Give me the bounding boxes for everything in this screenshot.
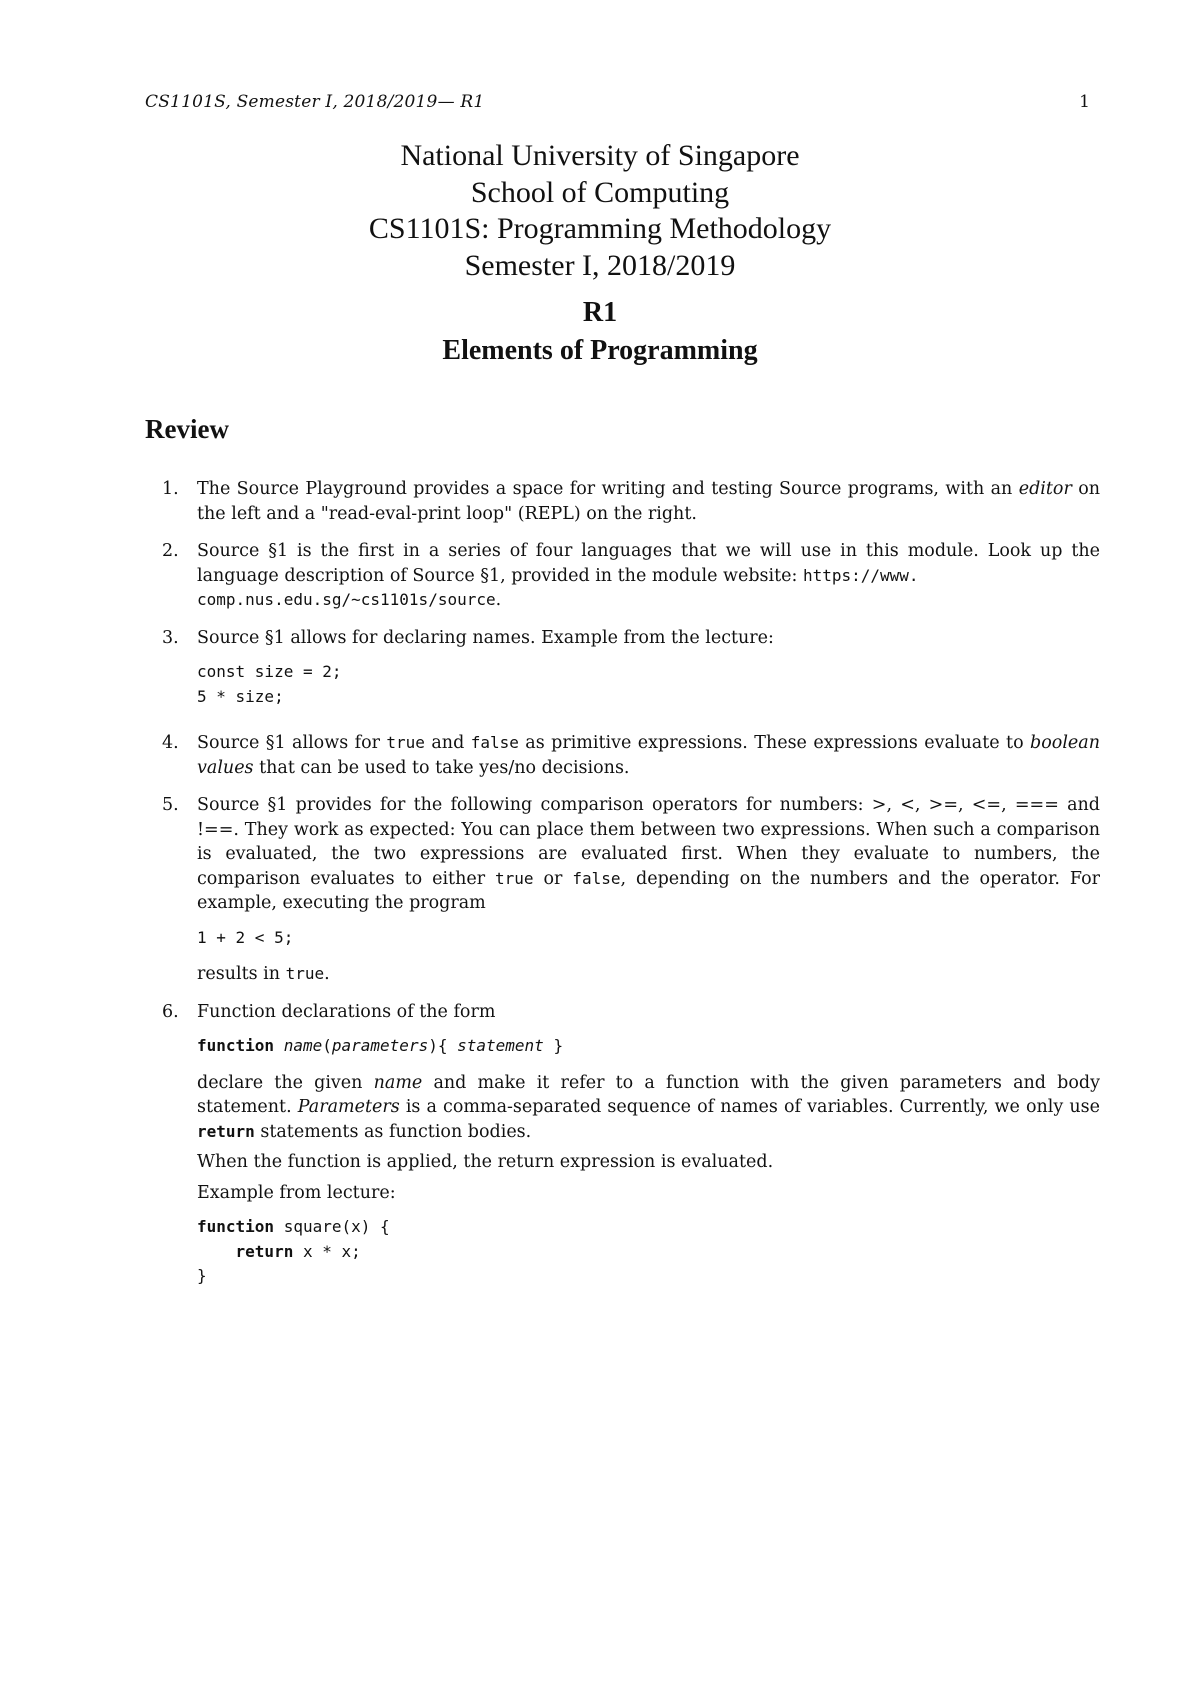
section-heading: Review (145, 414, 229, 444)
list-item (145, 626, 1100, 710)
module-website-link[interactable]: https://www. (802, 565, 919, 585)
item-number: 1. (162, 479, 179, 499)
text-run: . (324, 964, 330, 984)
item-number: 6. (162, 1001, 179, 1022)
item-text (197, 962, 1100, 987)
text-run: as primitive expressions. These expressions evaluate to (518, 733, 1031, 753)
keyword: function (197, 1217, 275, 1236)
emphasis-text: Parameters (297, 1097, 400, 1117)
text-run: Source §1 is the first in a series of four languages that we will use in this module. Look up the language description of Source §1, provided in the module website: (197, 541, 1100, 586)
code-text: ){ (428, 1036, 458, 1055)
list-item (145, 1000, 1100, 1289)
keyword: return (235, 1241, 294, 1261)
item-text (197, 1071, 1100, 1145)
item-number: 4. (162, 733, 179, 753)
text-run: , depending on the numbers and the operator. For example, executing the program (197, 868, 1100, 913)
text-run: The Source Playground provides a space for writing and testing Source programs, with an (197, 479, 1019, 499)
text-run: is a comma-separated sequence of names of variables. Currently, we only use (399, 1097, 1101, 1117)
code-line (197, 1215, 1100, 1240)
text-run: results in (197, 964, 286, 984)
text-run: Source §1 allows for (197, 733, 387, 753)
code-block (197, 1215, 1100, 1289)
keyword: function (197, 1036, 275, 1055)
text-run: statements as function bodies. (254, 1121, 532, 1142)
text-run: Source §1 provides for the following comparison operators for numbers: >, <, >=, <=, === and !==. They work as expected: You can place them between two expressions. When such a comparison is evaluated, the two expressions are evaluated first. When they evaluate to numbers, the comparison evaluates to either (197, 795, 1100, 889)
code-line (197, 1240, 1100, 1265)
list-item (145, 539, 1100, 613)
code-placeholder: name (283, 1036, 323, 1055)
text-run: and make it refer to a function with the given parameters and body statement. (197, 1072, 1100, 1117)
inline-code: return (197, 1121, 255, 1141)
item-text: When the function is applied, the return expression is evaluated. (197, 1152, 774, 1172)
code-line: 5 * size; (197, 686, 284, 706)
review-list (145, 477, 1100, 1302)
inline-code: true (495, 868, 534, 888)
inline-code: false (470, 733, 519, 752)
emphasis-text: name (373, 1072, 423, 1093)
recitation-title: Elements of Programming (442, 335, 758, 366)
code-text: square(x) { (274, 1217, 390, 1236)
item-text: Source §1 allows for declaring names. Example from the lecture: (197, 627, 774, 648)
code-block (197, 660, 1100, 709)
inline-code: true (386, 733, 425, 752)
school-name: School of Computing (470, 175, 730, 209)
item-number: 3. (162, 627, 179, 648)
code-line: } (197, 1266, 207, 1285)
item-text (197, 793, 1100, 916)
list-item (145, 477, 1100, 526)
university-name: National University of Singapore (400, 139, 800, 172)
module-website-link[interactable]: comp.nus.edu.sg/~cs1101s/source (197, 590, 496, 609)
item-number: 2. (162, 541, 179, 561)
item-text (197, 539, 1100, 613)
item-number: 5. (162, 795, 179, 815)
item-text: Function declarations of the form (197, 1001, 496, 1022)
running-head: CS1101S, Semester I, 2018/2019— R1 (145, 92, 485, 112)
item-text (197, 477, 1100, 526)
code-text: ( (322, 1036, 332, 1055)
text-run: . (495, 590, 502, 610)
text-run: and (424, 733, 471, 753)
text-run: that can be used to take yes/no decisions. (253, 757, 630, 778)
code-text: } (543, 1036, 564, 1055)
code-line: const size = 2; (197, 662, 342, 681)
text-run: or (533, 868, 573, 889)
function-signature (197, 1034, 1100, 1059)
code-block: 1 + 2 < 5; (197, 927, 294, 947)
list-item (145, 731, 1100, 780)
text-run: on the left and a "read-eval-print loop" (REPL) on the right. (197, 479, 1100, 524)
inline-code: true (285, 964, 325, 983)
emphasis-text: boolean values (197, 733, 1100, 778)
emphasis-text: editor (1018, 479, 1072, 499)
item-text: Example from lecture: (197, 1182, 396, 1203)
title-block (0, 138, 1200, 370)
course-name: CS1101S: Programming Methodology (368, 212, 832, 245)
code-placeholder: statement (457, 1036, 544, 1055)
item-text (197, 731, 1100, 780)
semester: Semester I, 2018/2019 (464, 248, 736, 282)
page-number: 1 (1079, 92, 1090, 112)
inline-code: false (572, 868, 621, 888)
text-run: declare the given (197, 1072, 374, 1093)
code-placeholder: parameters (331, 1036, 429, 1055)
code-text: x * x; (293, 1241, 361, 1261)
recitation-code: R1 (582, 297, 618, 328)
list-item (145, 793, 1100, 987)
